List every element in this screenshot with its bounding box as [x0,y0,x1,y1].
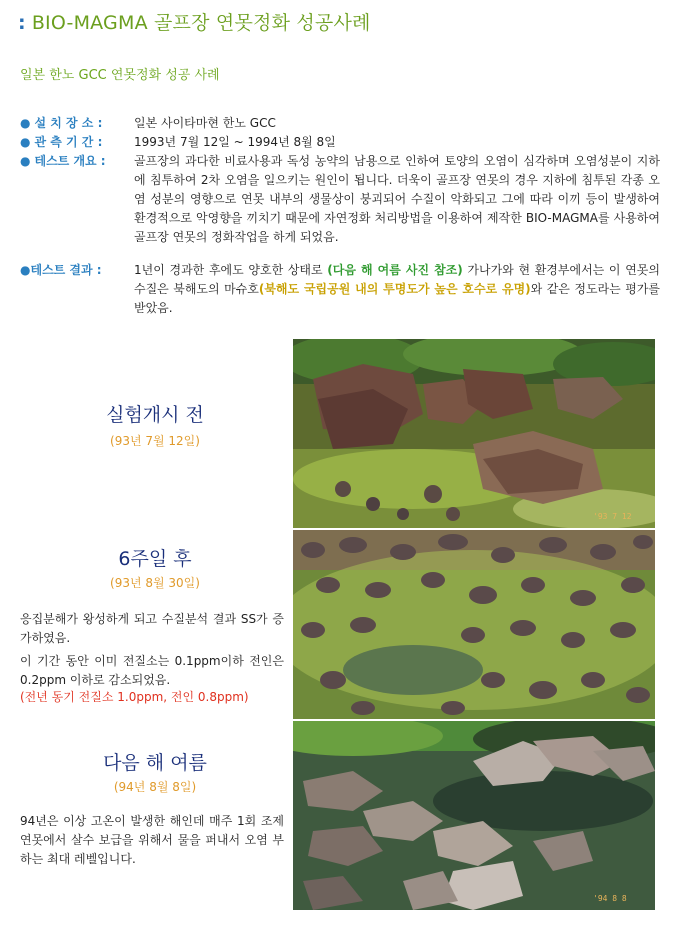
bullet-icon: ● [20,116,31,130]
period-row [20,133,660,152]
bullet-icon: ● [20,154,31,168]
bullet-icon: ● [20,135,31,149]
period-value: 1993년 7월 12일 ~ 1994년 8월 8일 [134,135,336,149]
location-label: 설 치 장 소 : [34,116,103,130]
result-value [134,261,660,318]
stage-title-before: 실험개시 전 [106,404,204,426]
result-text-2: 가나가와 현 환경부에서는 이 연못의 수질은 북해도의 마슈호 [134,263,660,296]
page-title [18,8,371,35]
stage-date-6weeks: (93년 8월 30일) [110,576,200,590]
result-row [20,261,660,318]
note-6weeks-2: 이 기간 동안 이미 전질소는 0.1ppm이하 전인은 0.2ppm 이하로 감소되었음. [20,654,284,687]
result-highlight-photo-ref: (다음 해 여름 사진 참조) [327,263,463,277]
overview-value: 골프장의 과다한 비료사용과 독성 농약의 남용으로 인하여 토양의 오염이 심각하며 오염성분이 지하에 침투하여 2차 오염을 일으키는 원인이 됩니다. 더욱이 골프장 연못의 경우 지하에 침투된 각종 오염 성분의 영향으로 연못 내부의 생물상이 붕괴되어 수질이 악화되고 그에 따라 이끼 등이 발생하여 환경적으로 악영향을 끼치기 때문에 자연정화 처리방법을 이용하여 제작한 BIO-MAGMA를 사용하여 골프장 연못의 정화작업을 하게 되었음. [134,154,660,244]
overview-row [20,152,660,247]
stage-title-6weeks: 6주일 후 [118,548,192,570]
stage-date-before: (93년 7월 12일) [110,434,200,448]
page-subtitle: 일본 한노 GCC 연못정화 성공 사례 [20,68,220,83]
location-value: 일본 사이타마현 한노 GCC [134,116,276,130]
photo-date-stamp: '93 7 12 [593,512,632,521]
note-6weeks-3: (전년 동기 전질소 1.0ppm, 전인 0.8ppm) [20,690,249,704]
result-label: ●테스트 결과 : [20,263,102,277]
pond-photo-before [293,339,655,528]
stage-date-next-summer: (94년 8월 8일) [113,780,197,794]
result-highlight-lake-note: (북해도 국립공원 내의 투명도가 높은 호수로 유명) [258,282,531,296]
photo-date-stamp: '94 8 8 [593,894,627,903]
title-text: BIO-MAGMA 골프장 연못정화 성공사례 [31,12,371,34]
overview-label: 테스트 개요 : [34,154,106,168]
pond-photo-6weeks [293,530,655,719]
note-6weeks-1: 응집분해가 왕성하게 되고 수질분석 결과 SS가 증가하였음. [20,612,284,645]
note-next-summer: 94년은 이상 고온이 발생한 해인데 매주 1회 조제 연못에서 살수 보급을 위해서 물을 퍼내서 오염 부하는 최대 레벨입니다. [20,814,284,866]
pond-photo-next-summer [293,721,655,910]
period-label: 관 측 기 간 : [34,135,103,149]
result-text-3: 와 같은 정도라는 평가를 받았음. [134,282,660,315]
title-colon: : [18,12,26,34]
result-text-1: 1년이 경과한 후에도 양호한 상태로 [134,263,323,277]
info-block [20,114,660,318]
location-row [20,114,660,133]
stage-title-next-summer: 다음 해 여름 [103,752,207,774]
